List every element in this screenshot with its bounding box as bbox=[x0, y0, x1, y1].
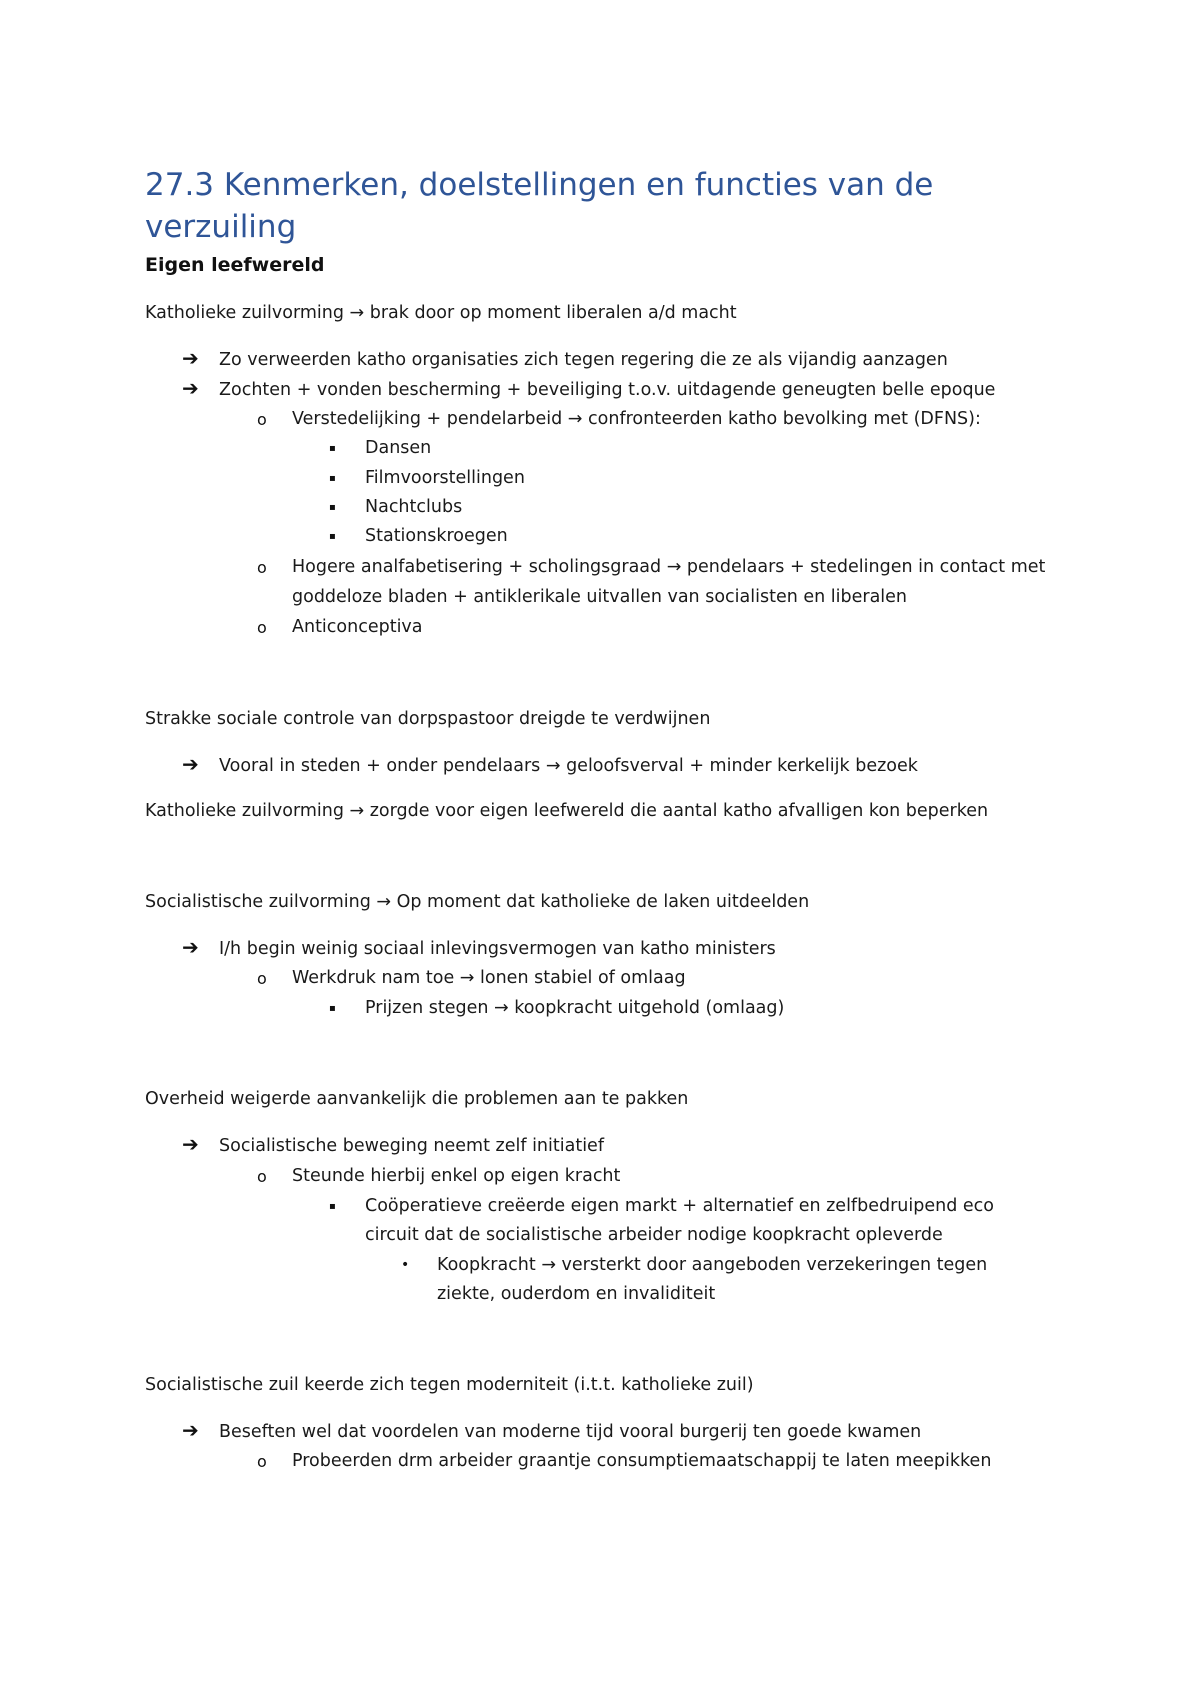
arrow-bullet-icon: ➔ bbox=[182, 752, 199, 776]
arrow-bullet-icon: ➔ bbox=[182, 376, 199, 400]
square-bullet-icon: ▪ bbox=[329, 443, 336, 454]
circle-bullet-icon: o bbox=[257, 618, 267, 637]
paragraph-overheid: Overheid weigerde aanvankelijk die problemen aan te pakken bbox=[145, 1089, 689, 1109]
list-item: Koopkracht → versterkt door aangeboden verzekeringen tegen bbox=[437, 1255, 988, 1275]
section-heading: Eigen leefwereld bbox=[145, 254, 325, 276]
list-item: Hogere analfabetisering + scholingsgraad → pendelaars + stedelingen in contact met bbox=[292, 557, 1046, 577]
page-title: 27.3 Kenmerken, doelstellingen en functies van de verzuiling bbox=[145, 167, 934, 245]
list-item: Prijzen stegen → koopkracht uitgehold (omlaag) bbox=[365, 998, 785, 1018]
list-item: Verstedelijking + pendelarbeid → confronteerden katho bevolking met (DFNS): bbox=[292, 409, 981, 429]
list-item: Stationskroegen bbox=[365, 526, 508, 546]
list-item: Socialistische beweging neemt zelf initiatief bbox=[219, 1136, 604, 1156]
paragraph-katholieke-zuilvorming: Katholieke zuilvorming → brak door op moment liberalen a/d macht bbox=[145, 303, 737, 323]
list-item: Werkdruk nam toe → lonen stabiel of omlaag bbox=[292, 968, 686, 988]
square-bullet-icon: ▪ bbox=[329, 1201, 336, 1212]
list-item: Steunde hierbij enkel op eigen kracht bbox=[292, 1166, 621, 1186]
list-item: Dansen bbox=[365, 438, 432, 458]
circle-bullet-icon: o bbox=[257, 410, 267, 429]
square-bullet-icon: ▪ bbox=[329, 531, 336, 542]
list-item: Zochten + vonden bescherming + beveiliging t.o.v. uitdagende geneugten belle epoque bbox=[219, 380, 996, 400]
arrow-bullet-icon: ➔ bbox=[182, 346, 199, 370]
list-item: Zo verweerden katho organisaties zich tegen regering die ze als vijandig aanzagen bbox=[219, 350, 948, 370]
list-item: Probeerden drm arbeider graantje consumptiemaatschappij te laten meepikken bbox=[292, 1451, 992, 1471]
list-item: Nachtclubs bbox=[365, 497, 463, 517]
list-item: Anticonceptiva bbox=[292, 617, 423, 637]
paragraph-socialistische-zuilvorming: Socialistische zuilvorming → Op moment dat katholieke de laken uitdeelden bbox=[145, 892, 810, 912]
arrow-bullet-icon: ➔ bbox=[182, 1418, 199, 1442]
arrow-bullet-icon: ➔ bbox=[182, 1132, 199, 1156]
list-item: Coöperatieve creëerde eigen markt + alternatief en zelfbedruipend eco bbox=[365, 1196, 994, 1216]
circle-bullet-icon: o bbox=[257, 1452, 267, 1471]
arrow-bullet-icon: ➔ bbox=[182, 935, 199, 959]
list-item: I/h begin weinig sociaal inlevingsvermogen van katho ministers bbox=[219, 939, 776, 959]
list-item: Filmvoorstellingen bbox=[365, 468, 525, 488]
circle-bullet-icon: o bbox=[257, 558, 267, 577]
list-item-continuation: circuit dat de socialistische arbeider nodige koopkracht opleverde bbox=[365, 1225, 943, 1245]
paragraph-eigen-leefwereld: Katholieke zuilvorming → zorgde voor eigen leefwereld die aantal katho afvalligen kon beperken bbox=[145, 801, 989, 821]
paragraph-sociale-controle: Strakke sociale controle van dorpspastoor dreigde te verdwijnen bbox=[145, 709, 711, 729]
list-item-continuation: goddeloze bladen + antiklerikale uitvallen van socialisten en liberalen bbox=[292, 587, 908, 607]
square-bullet-icon: ▪ bbox=[329, 1003, 336, 1014]
list-item: Vooral in steden + onder pendelaars → geloofsverval + minder kerkelijk bezoek bbox=[219, 756, 918, 776]
dot-bullet-icon: • bbox=[401, 1257, 410, 1273]
square-bullet-icon: ▪ bbox=[329, 473, 336, 484]
list-item-continuation: ziekte, ouderdom en invaliditeit bbox=[437, 1284, 716, 1304]
paragraph-moderniteit: Socialistische zuil keerde zich tegen moderniteit (i.t.t. katholieke zuil) bbox=[145, 1375, 754, 1395]
square-bullet-icon: ▪ bbox=[329, 502, 336, 513]
circle-bullet-icon: o bbox=[257, 969, 267, 988]
list-item: Beseften wel dat voordelen van moderne tijd vooral burgerij ten goede kwamen bbox=[219, 1422, 922, 1442]
circle-bullet-icon: o bbox=[257, 1167, 267, 1186]
